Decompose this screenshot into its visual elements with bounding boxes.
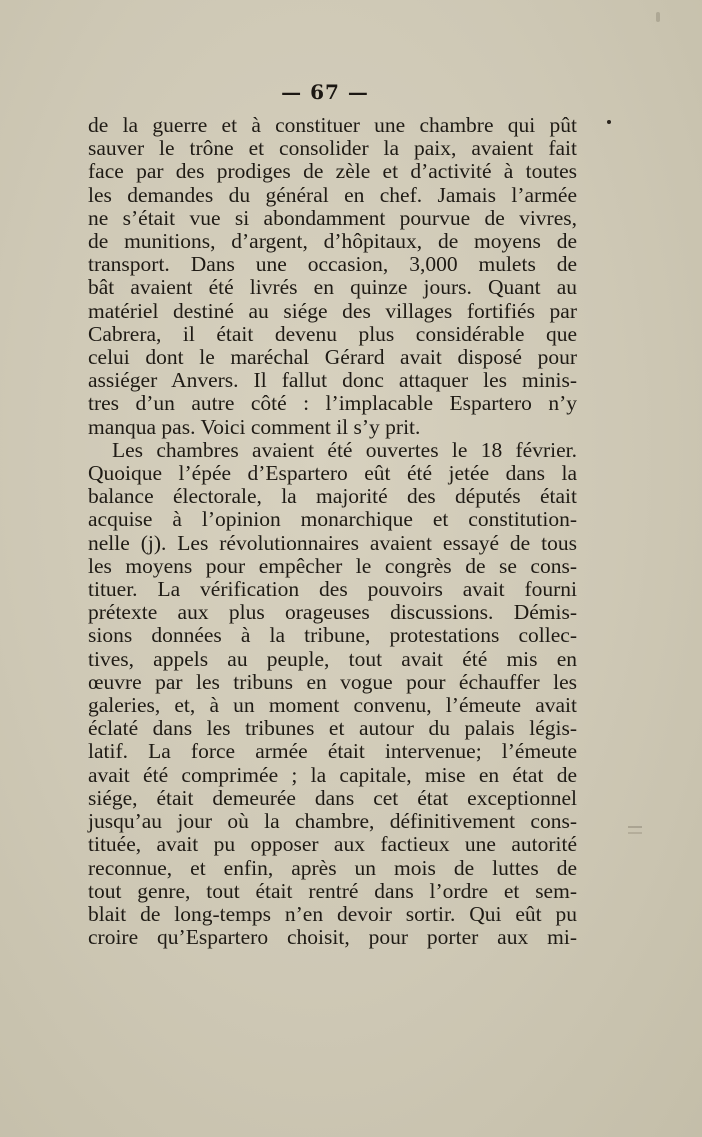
text-line: sions données à la tribune, protestations collec-: [88, 623, 577, 648]
text-line: tituée, avait pu opposer aux factieux une autorité: [88, 832, 577, 857]
text-line: éclaté dans les tribunes et autour du palais légis-: [88, 716, 577, 741]
text-line: galeries, et, à un moment convenu, l’émeute avait: [88, 693, 577, 718]
text-line: Cabrera, il était devenu plus considérable que: [88, 321, 577, 346]
text-line: les moyens pour empêcher le congrès de se cons-: [88, 553, 577, 578]
text-line: tituer. La vérification des pouvoirs avait fourni: [88, 577, 577, 602]
paragraph: [88, 114, 577, 439]
text-line: prétexte aux plus orageuses discussions. Démis-: [88, 600, 577, 625]
text-line: œuvre par les tribuns en vogue pour échauffer les: [88, 669, 577, 694]
text-line: siége, était demeurée dans cet état exceptionnel: [88, 785, 577, 810]
body-text: [88, 114, 577, 949]
margin-mark: [628, 832, 642, 834]
text-line: latif. La force armée était intervenue; l’émeute: [88, 739, 577, 764]
text-line: celui dont le maréchal Gérard avait disposé pour: [88, 345, 577, 370]
text-line: bât avaient été livrés en quinze jours. Quant au: [88, 275, 577, 300]
text-line: nelle (j). Les révolutionnaires avaient essayé de tous: [88, 530, 577, 555]
text-line: acquise à l’opinion monarchique et constitution-: [88, 507, 577, 532]
text-line: jusqu’au jour où la chambre, définitivement cons-: [88, 809, 577, 834]
text-line: matériel destiné au siége des villages fortifiés par: [88, 298, 577, 323]
page-number: — 67 —: [281, 80, 369, 104]
text-line: tout genre, tout était rentré dans l’ordre et sem-: [88, 878, 577, 903]
text-line: reconnue, et enfin, après un mois de luttes de: [88, 855, 577, 880]
text-line: sauver le trône et consolider la paix, avaient fait: [88, 136, 577, 161]
paragraph: [88, 439, 577, 949]
text-line: balance électorale, la majorité des députés était: [88, 484, 577, 509]
text-line: de munitions, d’argent, d’hôpitaux, de moyens de: [88, 229, 577, 254]
text-line: blait de long-temps n’en devoir sortir. Qui eût pu: [88, 901, 577, 926]
text-line: Les chambres avaient été ouvertes le 18 février.: [112, 437, 577, 462]
text-line: les demandes du général en chef. Jamais l’armée: [88, 182, 577, 207]
paper-blemish: [656, 12, 660, 22]
text-line: Quoique l’épée d’Espartero eût été jetée dans la: [88, 461, 577, 486]
text-line: tres d’un autre côté : l’implacable Espartero n’y: [88, 391, 577, 416]
text-line: manqua pas. Voici comment il s’y prit.: [88, 414, 421, 439]
text-line: tives, appels au peuple, tout avait été mis en: [88, 646, 577, 671]
text-line: avait été comprimée ; la capitale, mise en état de: [88, 762, 577, 787]
text-line: face par des prodiges de zèle et d’activité à toutes: [88, 159, 577, 184]
text-line: transport. Dans une occasion, 3,000 mulets de: [88, 252, 577, 277]
text-line: assiéger Anvers. Il fallut donc attaquer les minis-: [88, 368, 577, 393]
text-line: ne s’était vue si abondamment pourvue de vivres,: [88, 205, 577, 230]
text-line: croire qu’Espartero choisit, pour porter aux mi-: [88, 925, 577, 950]
text-line: de la guerre et à constituer une chambre qui pût: [88, 113, 577, 137]
margin-mark: [628, 826, 642, 828]
ink-speck: [607, 120, 611, 124]
